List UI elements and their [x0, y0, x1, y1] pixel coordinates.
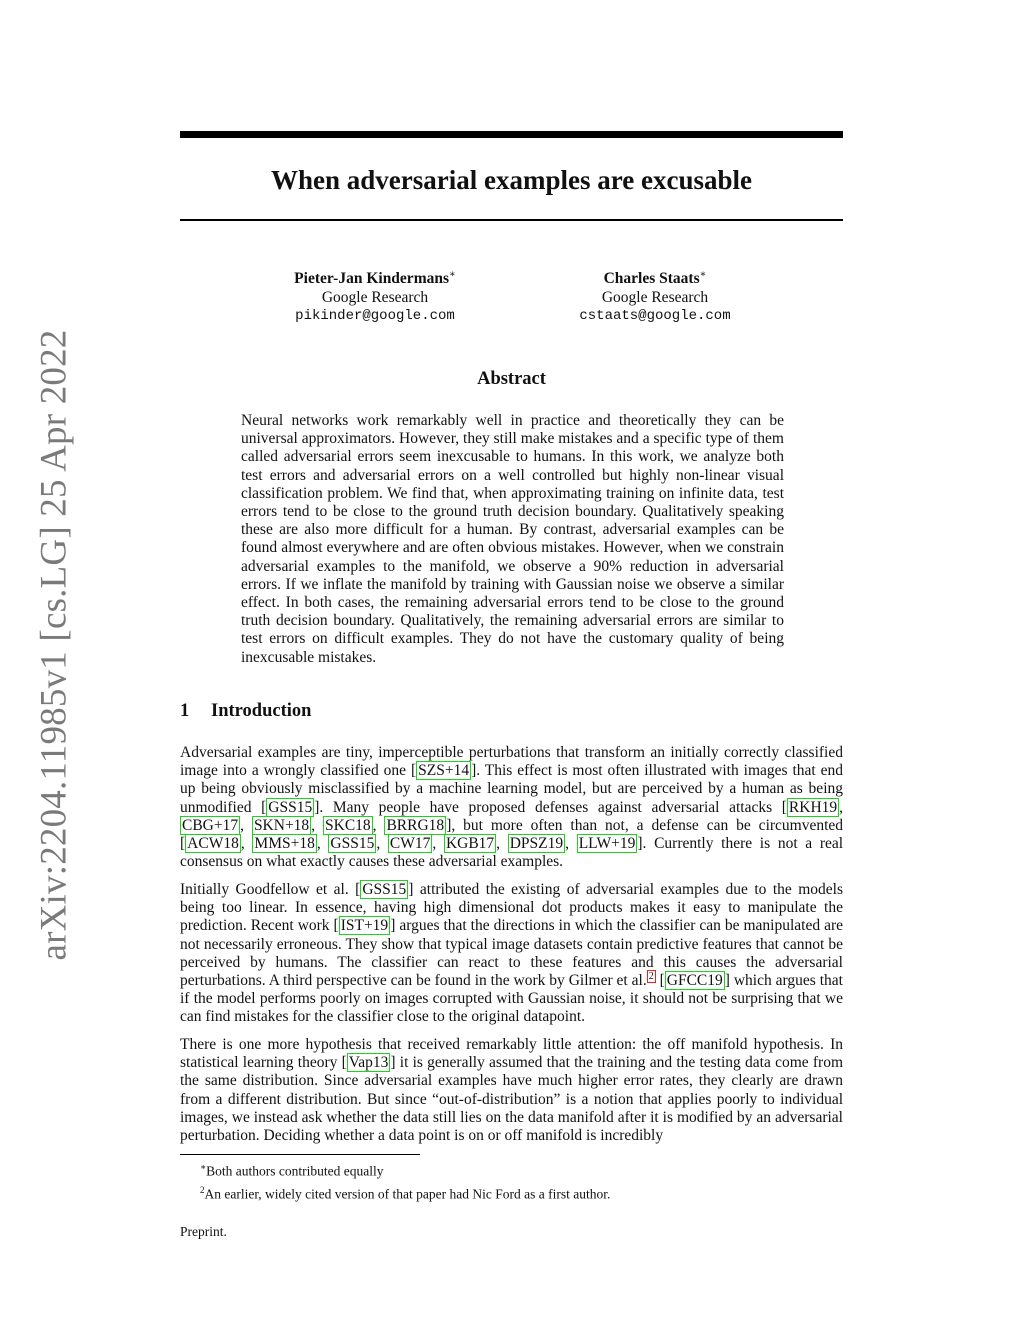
text-run: ]. This effect is most often illustrated with images that end up being obviously misclassified by a machine learning model, but are perceived by a human as being unmodified [	[180, 762, 844, 816]
author-name: Charles Staats	[603, 270, 700, 288]
citation-link[interactable]: LLW+19	[578, 835, 636, 853]
title-top-rule	[180, 131, 843, 138]
citation-link[interactable]: DPSZ19	[509, 835, 564, 853]
text-run: ], but more often than not, a defense can be circumvented [	[180, 816, 844, 853]
paragraph-3	[180, 1036, 843, 1145]
footnote-1	[180, 1158, 610, 1181]
abstract-heading: Abstract	[477, 369, 546, 389]
citation-link[interactable]: CBG+17	[182, 816, 239, 834]
text-run: [	[655, 971, 665, 989]
section-title: Introduction	[211, 701, 312, 721]
citation-link[interactable]: Vap13	[348, 1054, 389, 1072]
paragraph-1: Adversarial examples are tiny, imperceptible perturbations that transform an initially correctly classified image into a wrongly classified one [ SZS+14 ]. This effect is most often illustrated with images that end up being obviously misclassified by a machine learning model, but are perceived by a human as being unmodified [ GSS15 ]. Many people have proposed defenses against adversarial attacks [ RKH19 , CBG+17 , SKN+18 , SKC18 , BRRG18 ], but more often than not, a defense can be circumvented [ ACW18 , MMS+18 , GSS15 , CW17 , KGB17 , DPSZ19 , LLW+19 ]. Currently there is not a real consensus on what exactly causes these adversarial examples.	[180, 744, 844, 871]
author-email[interactable]: cstaats@google.com	[579, 308, 731, 325]
citation-link[interactable]: GSS15	[268, 798, 313, 816]
author-mark: ∗	[449, 269, 456, 280]
author-block-2	[540, 266, 770, 326]
author-email[interactable]: pikinder@google.com	[295, 308, 455, 325]
citation-link[interactable]: GSS15	[362, 880, 407, 898]
citation-link[interactable]: KGB17	[445, 835, 495, 853]
citation-link[interactable]: SKC18	[325, 816, 371, 834]
citation-link[interactable]: ACW18	[187, 835, 239, 853]
text-run: ]. Many people have proposed defenses against adversarial attacks [	[314, 798, 787, 816]
citation-link[interactable]: IST+19	[340, 917, 389, 935]
text-run: ] it is generally assumed that the training and the testing data come from the same distribution. Since adversarial examples have much higher error rates, they clearly are drawn from a different distribution. But since “out-of-distribution” is a notion that applies poorly to individual images, we instead ask whether the data still lies on the data manifold after it is modified by an adversarial perturbation. Deciding whether a data point is on or off manifold is incredibly	[180, 1054, 843, 1145]
paragraph-2	[180, 881, 843, 1027]
citation-link[interactable]: GSS15	[330, 835, 375, 853]
text-run: Adversarial examples are tiny, imperceptible perturbations that transform an initially correctly classified image into a wrongly classified one [	[180, 744, 843, 780]
text-run: ]. Currently there is not a real consensus on what exactly causes these adversarial examples.	[180, 835, 844, 871]
footnote-text: Both authors contributed equally	[206, 1163, 384, 1179]
text-run: ] which argues that if the model performs poorly on images corrupted with Gaussian noise, it should not be surprising that we can find mistakes for the classifier close to the original datapoint.	[180, 971, 843, 1026]
footnote-text: An earlier, widely cited version of that paper had Nic Ford as a first author.	[204, 1186, 611, 1201]
body-text	[180, 744, 843, 1155]
author-affiliation: Google Research	[601, 288, 709, 306]
preprint-label: Preprint.	[180, 1224, 227, 1239]
author-block-1	[260, 266, 490, 326]
citation-link[interactable]: GFCC19	[666, 971, 723, 989]
text-run: There is one more hypothesis that received remarkably little attention: the off manifold hypothesis. In statistical learning theory [	[180, 1036, 843, 1072]
citation-link[interactable]: BRRG18	[386, 816, 445, 834]
footnote-mark: ∗	[200, 1162, 207, 1172]
paper-title: When adversarial examples are excusable	[271, 165, 752, 195]
title-bottom-rule	[180, 219, 843, 221]
citation-link[interactable]: MMS+18	[254, 835, 315, 853]
footnote-2	[180, 1181, 610, 1204]
text-run: ] argues that the directions in which the classifier can be manipulated are not necessarily erroneous. They show that typical image datasets contain predictive features that cannot be perceived by humans. The classifier can react to these features and this causes the adversarial perturbations. A third perspective can be found in the work by Gilmer et al.	[180, 917, 843, 989]
author-mark: ∗	[699, 269, 707, 280]
section-heading	[180, 701, 311, 722]
footnote-rule	[180, 1154, 420, 1155]
author-affiliation: Google Research	[321, 288, 429, 306]
citation-link[interactable]: SKN+18	[253, 816, 310, 834]
citation-link[interactable]: CW17	[389, 835, 431, 853]
footnote-mark: 2	[200, 1184, 205, 1195]
text-run: Initially Goodfellow et al. [	[180, 880, 361, 898]
footnotes	[180, 1158, 610, 1203]
footnote-link[interactable]: 2	[648, 970, 654, 982]
arxiv-identifier: arXiv:2204.11985v1 [cs.LG] 25 Apr 2022	[33, 329, 75, 961]
citation-link[interactable]: SZS+14	[418, 762, 470, 780]
author-name: Pieter-Jan Kindermans	[294, 270, 450, 288]
citation-link[interactable]: RKH19	[788, 798, 838, 816]
abstract-text: Neural networks work remarkably well in practice and theoretically they can be universal approximators. However, they still make mistakes and a specific type of them called adversarial errors seem inexcusable to humans. In this work, we analyze both test errors and adversarial errors on a well controlled but highly non-linear visual classification problem. We find that, when approximating training on infinite data, test errors tend to be close to the ground truth decision boundary. Qualitatively speaking these are also more difficult for a human. By contrast, adversarial examples can be found almost everywhere and are often obvious mistakes. However, when we constrain adversarial examples to the manifold, we observe a 90% reduction in adversarial errors. If we inflate the manifold by training with Gaussian noise we observe a similar effect. In both cases, the remaining adversarial errors tend to be close to the ground truth decision boundary. Qualitatively, the remaining adversarial errors are similar to test errors on difficult examples. They do not have the customary quality of being inexcusable mistakes.	[241, 412, 784, 666]
section-number: 1	[180, 701, 190, 721]
text-run: ] attributed the existing of adversarial examples due to the models being too linear. In essence, having high dimensional dot products makes it easy to manipulate the prediction. Recent work [	[180, 880, 844, 935]
